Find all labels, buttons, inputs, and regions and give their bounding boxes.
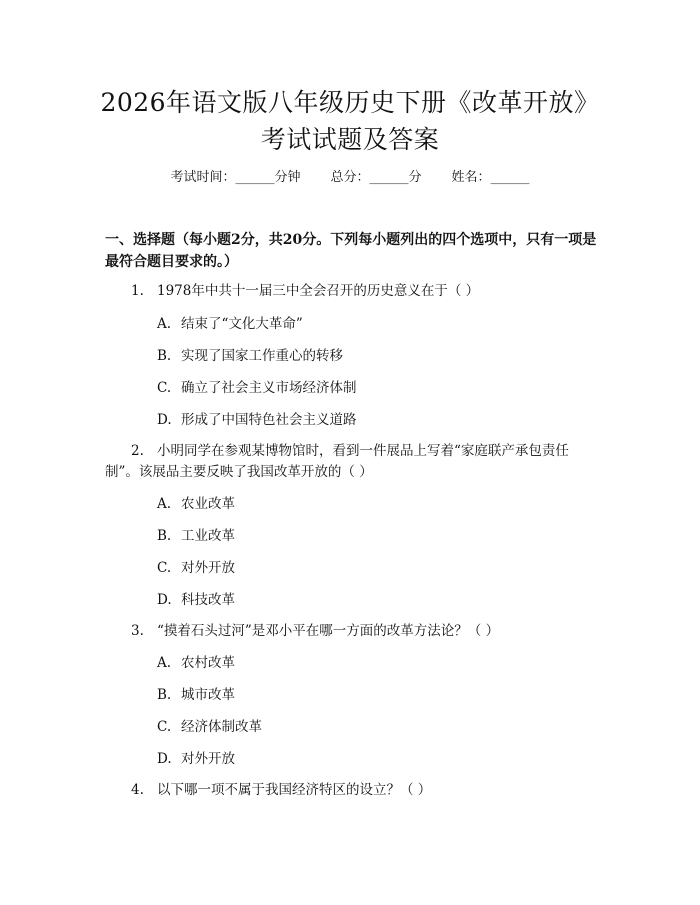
exam-time-field: 考试时间：______分钟 [170, 170, 301, 185]
option-text: 工业改革 [181, 528, 235, 544]
page-title-line2: 考试试题及答案 [260, 125, 440, 154]
option-text: 对外开放 [181, 560, 235, 576]
question-4 [131, 780, 431, 800]
option-text: 确立了社会主义市场经济体制 [181, 380, 357, 396]
option-letter: C. [157, 719, 172, 735]
question-number: 2. [131, 443, 144, 459]
option-letter: B. [157, 348, 172, 364]
option-letter: A. [157, 496, 172, 512]
question-text: 小明同学在参观某博物馆时，看到一件展品上写着“家庭联产承包责任 [157, 443, 569, 459]
page-title-line1: 2026年语文版八年级历史下册《改革开放》 [100, 88, 600, 117]
option-letter: A. [157, 316, 172, 332]
option-text: 科技改革 [181, 592, 235, 608]
question-text: 以下哪一项不属于我国经济特区的设立？（ ） [157, 782, 432, 798]
question-2 [131, 441, 569, 461]
question-number: 1. [131, 283, 144, 299]
question-2-option-c [157, 558, 235, 578]
option-letter: A. [157, 655, 172, 671]
question-3 [131, 621, 499, 641]
question-2-option-b [157, 526, 235, 546]
question-1-option-d [157, 410, 357, 430]
question-1-option-a [157, 314, 303, 334]
option-text: 形成了中国特色社会主义道路 [181, 412, 357, 428]
option-letter: C. [157, 380, 172, 396]
exam-meta [0, 169, 700, 187]
option-text: 经济体制改革 [181, 719, 262, 735]
section-heading-line2: 最符合题目要求的。） [105, 254, 238, 270]
option-text: 城市改革 [181, 687, 235, 703]
option-letter: B. [157, 687, 172, 703]
question-3-option-c [157, 717, 262, 737]
question-3-option-b [157, 685, 235, 705]
question-text: “摸着石头过河”是邓小平在哪一方面的改革方法论？（ ） [157, 623, 500, 639]
option-text: 农业改革 [181, 496, 235, 512]
question-number: 3. [131, 623, 144, 639]
question-3-option-a [157, 653, 235, 673]
question-text: 1978年中共十一届三中全会召开的历史意义在于（ ） [157, 283, 480, 299]
question-3-option-d [157, 749, 235, 769]
student-name-field: 姓名：______ [451, 170, 530, 185]
option-text: 实现了国家工作重心的转移 [181, 348, 343, 364]
question-number: 4. [131, 782, 144, 798]
option-letter: D. [157, 751, 172, 767]
option-letter: B. [157, 528, 172, 544]
question-2-option-a [157, 494, 235, 514]
question-1-option-b [157, 346, 343, 366]
question-2-option-d [157, 590, 235, 610]
option-text: 对外开放 [181, 751, 235, 767]
section-heading-line1: 一、选择题（每小题2分，共20分。下列每小题列出的四个选项中，只有一项是 [105, 232, 597, 248]
option-letter: D. [157, 592, 172, 608]
question-2-continuation [105, 462, 373, 482]
question-1-option-c [157, 378, 357, 398]
option-letter: D. [157, 412, 172, 428]
question-1 [131, 281, 479, 301]
option-text: 农村改革 [181, 655, 235, 671]
question-text-cont: 制”。该展品主要反映了我国改革开放的（ ） [105, 464, 373, 480]
option-letter: C. [157, 560, 172, 576]
option-text: 结束了“文化大革命” [181, 316, 303, 332]
total-score-field: 总分：______分 [330, 170, 422, 185]
